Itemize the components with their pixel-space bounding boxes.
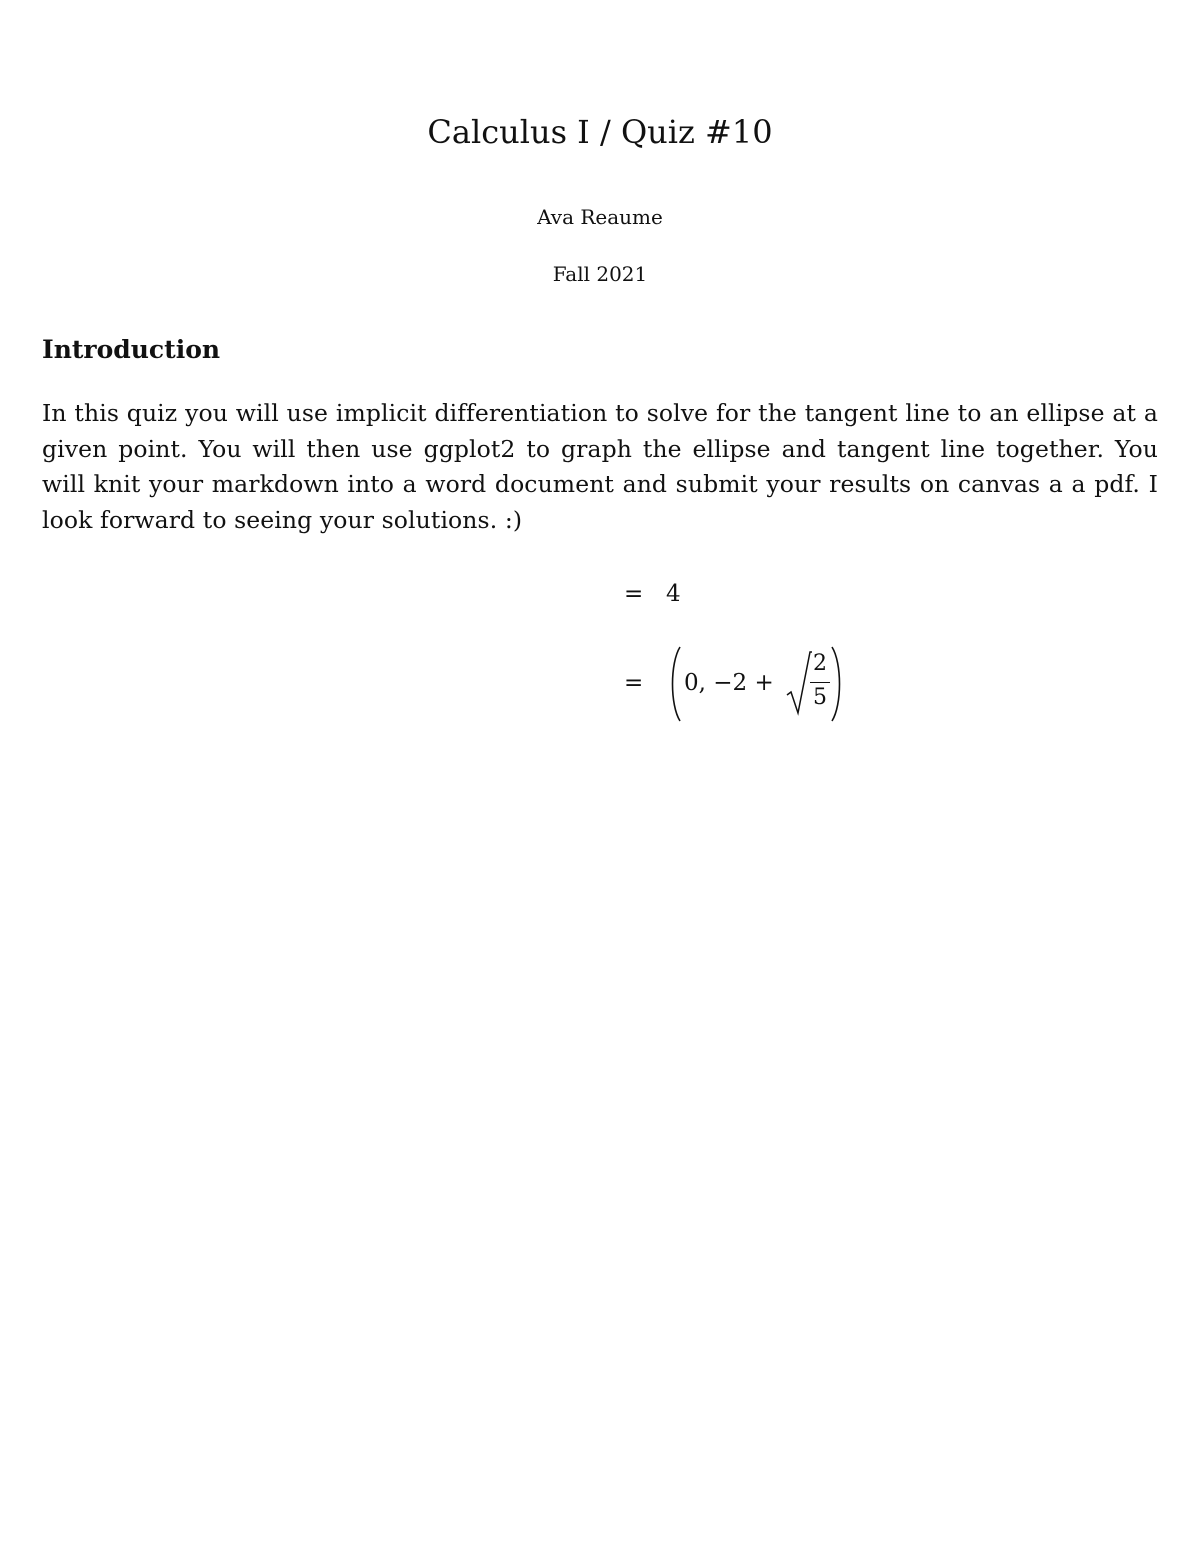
fraction-numerator: 2 (813, 651, 827, 676)
ellipse-equation-rhs: 4 (666, 581, 681, 607)
document-date: Fall 2021 (552, 262, 648, 286)
document-author: Ava Reaume (537, 205, 663, 229)
right-big-paren (830, 645, 844, 723)
point-equation-equals: = (624, 670, 644, 696)
intro-paragraph: In this quiz you will use implicit differentiation to solve for the tangent line to an ellipse at a given point. You will then use ggplot2 to graph the ellipse and tangent line together. You will knit your markdown into a word document and submit your results on canvas a a pdf. I look forward to seeing your solutions. :) (42, 399, 1158, 534)
fraction-denominator: 5 (813, 685, 827, 710)
left-big-paren (668, 645, 682, 723)
fraction-bar (810, 682, 830, 683)
point-rhs-text: 0, −2 + (684, 670, 774, 696)
ellipse-equation-equals: = (624, 581, 644, 607)
point-equation-rhs (668, 645, 868, 725)
section-heading-introduction: Introduction (42, 335, 221, 364)
document-title: Calculus I / Quiz #10 (427, 113, 773, 151)
